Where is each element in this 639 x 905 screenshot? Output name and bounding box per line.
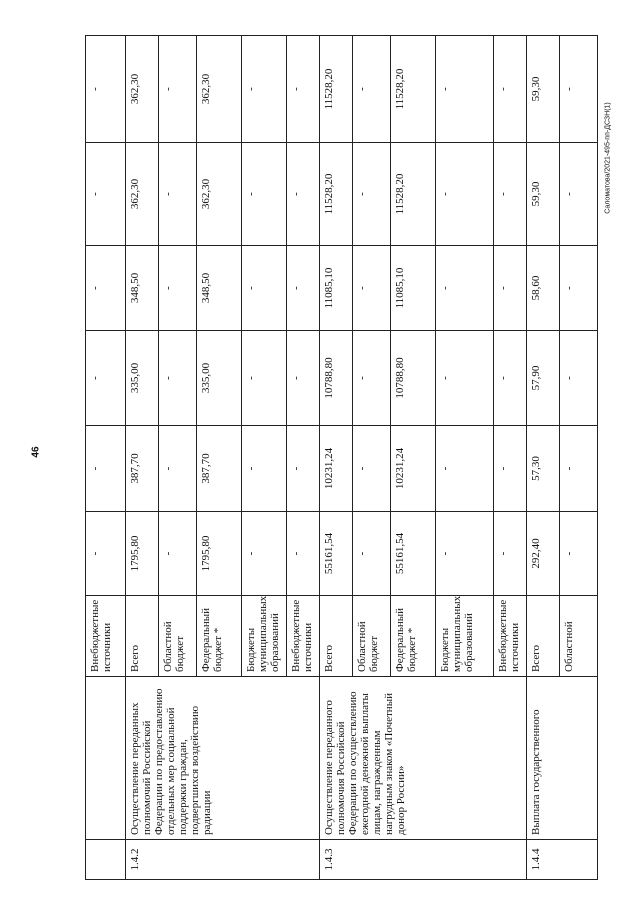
rotated-table-frame — [85, 36, 575, 880]
table-body — [86, 36, 598, 880]
table-cell: Внебюджетные источники — [86, 596, 126, 677]
table-cell: - — [86, 246, 126, 331]
funding-source: Всего — [320, 596, 353, 677]
amount-cell: 57,30 — [527, 426, 560, 512]
amount-cell: 10788,80 — [320, 331, 353, 426]
item-code: 1.4.2 — [126, 840, 320, 880]
table-row — [86, 36, 126, 880]
amount-cell: - — [353, 246, 391, 331]
table-cell: - — [86, 512, 126, 596]
item-name: Осуществление переданного полномочия Российской Федерации по осуществлению ежегодной денежной выплаты лицам, награжденным нагрудным знаком «Почетный донор России» — [320, 677, 527, 840]
item-name: Осуществление переданных полномочий Российской Федерации по предоставлению отдельных мер социальной поддержки граждан, подвергшихся воздействию радиации — [126, 677, 320, 840]
amount-cell: - — [353, 512, 391, 596]
amount-cell: - — [353, 143, 391, 246]
amount-cell: - — [494, 246, 527, 331]
amount-cell: - — [560, 512, 598, 596]
amount-cell: - — [242, 36, 287, 143]
amount-cell: 362,30 — [197, 36, 242, 143]
amount-cell: - — [242, 512, 287, 596]
amount-cell: - — [287, 246, 320, 331]
funding-table — [85, 35, 598, 880]
funding-source: Всего — [126, 596, 159, 677]
table-cell: - — [86, 143, 126, 246]
amount-cell: 55161,54 — [391, 512, 436, 596]
amount-cell: - — [494, 36, 527, 143]
amount-cell: - — [242, 143, 287, 246]
amount-cell: 10231,24 — [391, 426, 436, 512]
amount-cell: 362,30 — [197, 143, 242, 246]
funding-source: Внебюджетные источники — [287, 596, 320, 677]
amount-cell: - — [159, 331, 197, 426]
amount-cell: 387,70 — [197, 426, 242, 512]
amount-cell: 11528,20 — [391, 36, 436, 143]
amount-cell: 387,70 — [126, 426, 159, 512]
funding-source: Федеральный бюджет * — [197, 596, 242, 677]
amount-cell: 55161,54 — [320, 512, 353, 596]
funding-source: Федеральный бюджет * — [391, 596, 436, 677]
table-row — [126, 36, 159, 880]
amount-cell: - — [494, 143, 527, 246]
amount-cell: - — [159, 512, 197, 596]
amount-cell: - — [494, 512, 527, 596]
amount-cell: 57,90 — [527, 331, 560, 426]
amount-cell: - — [287, 331, 320, 426]
amount-cell: - — [242, 331, 287, 426]
amount-cell: - — [494, 331, 527, 426]
amount-cell: - — [436, 331, 494, 426]
page-number: 46 — [30, 446, 42, 458]
funding-source: Бюджеты муниципальных образований — [242, 596, 287, 677]
amount-cell: - — [242, 426, 287, 512]
amount-cell: - — [436, 36, 494, 143]
amount-cell: 11085,10 — [391, 246, 436, 331]
item-name: Выплата государственного — [527, 677, 598, 840]
amount-cell: - — [242, 246, 287, 331]
amount-cell: 335,00 — [126, 331, 159, 426]
amount-cell: - — [353, 331, 391, 426]
amount-cell: - — [560, 246, 598, 331]
table-row — [320, 36, 353, 880]
funding-source: Всего — [527, 596, 560, 677]
amount-cell: - — [159, 246, 197, 331]
amount-cell: - — [159, 36, 197, 143]
amount-cell: - — [353, 36, 391, 143]
amount-cell: - — [159, 426, 197, 512]
amount-cell: - — [436, 426, 494, 512]
amount-cell: 1795,80 — [126, 512, 159, 596]
amount-cell: 362,30 — [126, 143, 159, 246]
amount-cell: - — [159, 143, 197, 246]
funding-source: Внебюджетные источники — [494, 596, 527, 677]
amount-cell: - — [436, 143, 494, 246]
table-cell: - — [86, 36, 126, 143]
amount-cell: 1795,80 — [197, 512, 242, 596]
amount-cell: - — [287, 36, 320, 143]
item-code: 1.4.3 — [320, 840, 527, 880]
amount-cell: - — [287, 426, 320, 512]
amount-cell: - — [353, 426, 391, 512]
funding-source: Областной — [560, 596, 598, 677]
amount-cell: - — [560, 331, 598, 426]
amount-cell: 58,60 — [527, 246, 560, 331]
item-code: 1.4.4 — [527, 840, 598, 880]
table-cell: - — [86, 426, 126, 512]
amount-cell: - — [287, 512, 320, 596]
amount-cell: 11528,20 — [391, 143, 436, 246]
amount-cell: 348,50 — [126, 246, 159, 331]
amount-cell: - — [436, 246, 494, 331]
amount-cell: - — [287, 143, 320, 246]
amount-cell: - — [560, 426, 598, 512]
table-viewport — [85, 36, 575, 880]
amount-cell: 348,50 — [197, 246, 242, 331]
amount-cell: - — [560, 36, 598, 143]
document-code: Саломатова/2021-495-пп-ДСЗН(1) — [604, 102, 612, 214]
amount-cell: 362,30 — [126, 36, 159, 143]
amount-cell: 59,30 — [527, 143, 560, 246]
amount-cell: 11085,10 — [320, 246, 353, 331]
table-cell — [86, 677, 126, 840]
funding-source: Областной бюджет — [159, 596, 197, 677]
amount-cell: 292,40 — [527, 512, 560, 596]
amount-cell: 10788,80 — [391, 331, 436, 426]
amount-cell: - — [436, 512, 494, 596]
amount-cell: - — [494, 426, 527, 512]
amount-cell: - — [560, 143, 598, 246]
amount-cell: 11528,20 — [320, 143, 353, 246]
table-cell: - — [86, 331, 126, 426]
table-row — [527, 36, 560, 880]
funding-source: Областной бюджет — [353, 596, 391, 677]
amount-cell: 59,30 — [527, 36, 560, 143]
amount-cell: 11528,20 — [320, 36, 353, 143]
amount-cell: 335,00 — [197, 331, 242, 426]
table-cell — [86, 840, 126, 880]
amount-cell: 10231,24 — [320, 426, 353, 512]
funding-source: Бюджеты муниципальных образований — [436, 596, 494, 677]
